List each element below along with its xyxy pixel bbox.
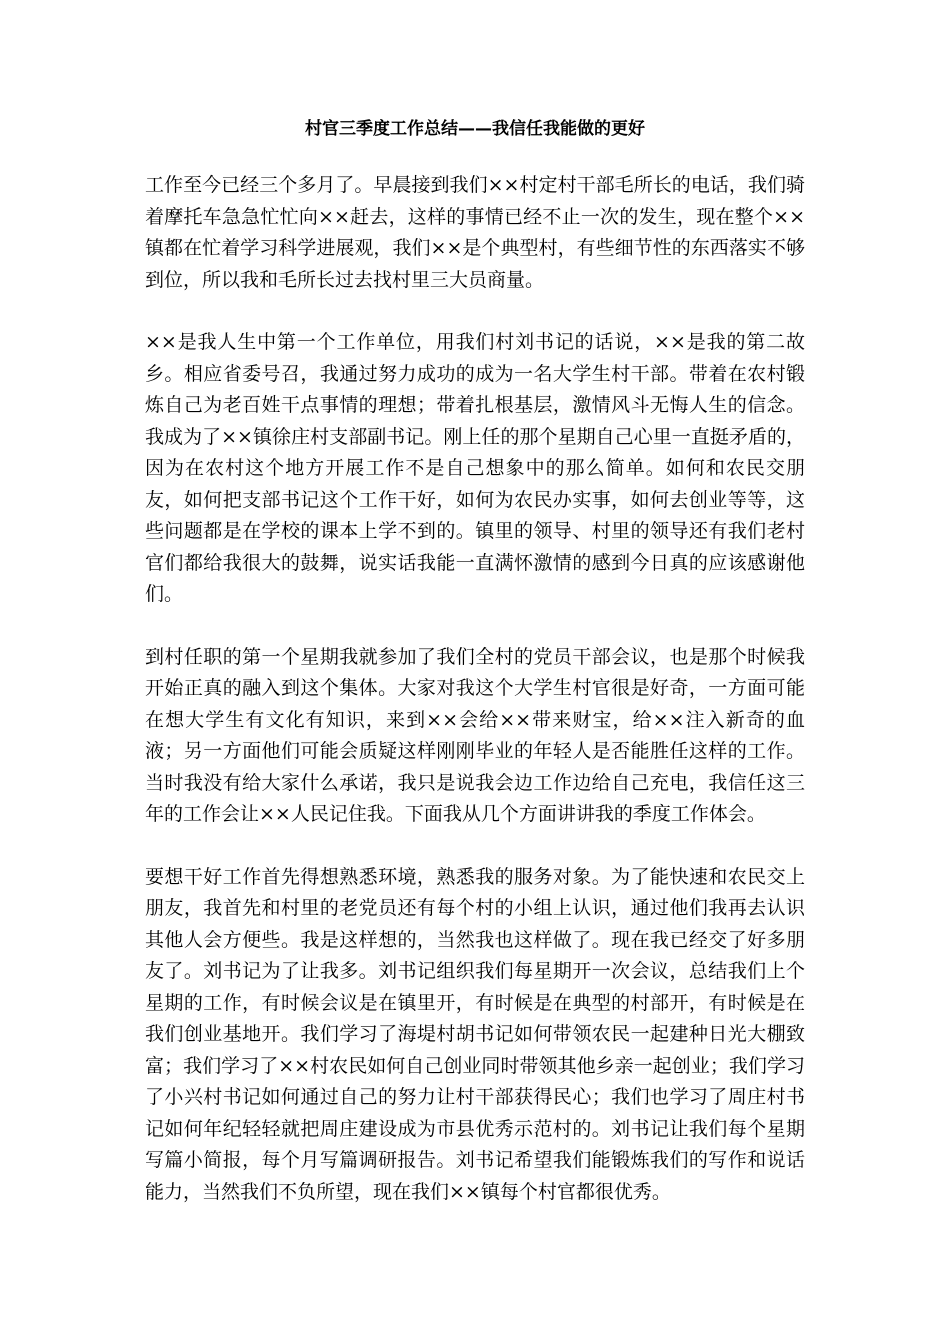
paragraph-3: 到村任职的第一个星期我就参加了我们全村的党员干部会议，也是那个时候我开始正真的融入到这个集体。大家对我这个大学生村官很是好奇，一方面可能在想大学生有文化有知识，来到××会给××带来财宝，给××注入新奇的血液；另一方面他们可能会质疑这样刚刚毕业的年轻人是否能胜任这样的工作。当时我没有给大家什么承诺，我只是说我会边工作边给自己充电，我信任这三年的工作会让××人民记住我。下面我从几个方面讲讲我的季度工作体会。	[145, 645, 805, 825]
document-title: 村官三季度工作总结——我信任我能做的更好	[305, 119, 645, 139]
paragraph-4: 要想干好工作首先得想熟悉环境，熟悉我的服务对象。为了能快速和农民交上朋友，我首先和村里的老党员还有每个村的小组上认识，通过他们我再去认识其他人会方便些。我是这样想的，当然我也这样做了。现在我已经交了好多朋友了。刘书记为了让我多。刘书记组织我们每星期开一次会议，总结我们上个星期的工作，有时候会议是在镇里开，有时候是在典型的村部开，有时候是在我们创业基地开。我们学习了海堤村胡书记如何带领农民一起建种日光大棚致富；我们学习了××村农民如何自己创业同时带领其他乡亲一起创业；我们学习了小兴村书记如何通过自己的努力让村干部获得民心；我们也学习了周庄村书记如何年纪轻轻就把周庄建设成为市县优秀示范村的。刘书记让我们每个星期写篇小简报，每个月写篇调研报告。刘书记希望我们能锻炼我们的写作和说话能力，当然我们不负所望，现在我们××镇每个村官都很优秀。	[145, 865, 805, 1203]
paragraph-2: ××是我人生中第一个工作单位，用我们村刘书记的话说，××是我的第二故乡。相应省委号召，我通过努力成功的成为一名大学生村干部。带着在农村锻炼自己为老百姓干点事情的理想；带着扎根基层，激情风斗无悔人生的信念。我成为了××镇徐庄村支部副书记。刚上任的那个星期自己心里一直挺矛盾的，因为在农村这个地方开展工作不是自己想象中的那么简单。如何和农民交朋友，如何把支部书记这个工作干好，如何为农民办实事，如何去创业等等，这些问题都是在学校的课本上学不到的。镇里的领导、村里的领导还有我们老村官们都给我很大的鼓舞，说实话我能一直满怀激情的感到今日真的应该感谢他们。	[145, 331, 805, 605]
paragraph-1: 工作至今已经三个多月了。早晨接到我们××村定村干部毛所长的电话，我们骑着摩托车急急忙忙向××赶去，这样的事情已经不止一次的发生，现在整个××镇都在忙着学习科学进展观，我们××是个典型村，有些细节性的东西落实不够到位，所以我和毛所长过去找村里三大员商量。	[145, 174, 805, 291]
document-body	[145, 170, 805, 1239]
